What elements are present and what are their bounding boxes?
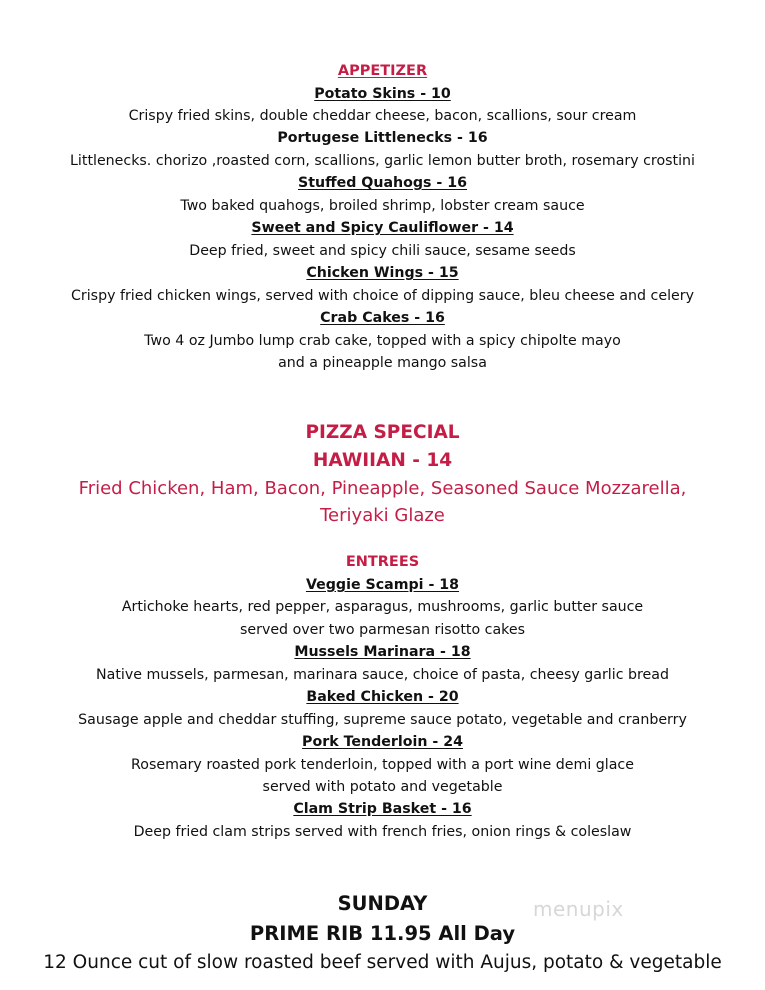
entree-item-name: Veggie Scampi - 18	[305, 577, 460, 593]
appetizer-item-desc: Crispy fried skins, double cheddar cheese, bacon, scallions, sour cream	[128, 108, 637, 124]
sunday-heading: SUNDAY	[337, 892, 428, 915]
entree-item-name: Mussels Marinara - 18	[294, 644, 471, 660]
appetizer-item-desc: Deep fried, sweet and spicy chili sauce, sesame seeds	[189, 243, 576, 259]
appetizer-item-name: Portugese Littlenecks - 16	[277, 130, 488, 146]
entree-item-name: Pork Tenderloin - 24	[302, 734, 463, 750]
entree-item-desc: Native mussels, parmesan, marinara sauce, choice of pasta, cheesy garlic bread	[96, 667, 669, 683]
menupix-watermark: menupix	[533, 897, 624, 921]
pizza-special-desc: Teriyaki Glaze	[320, 505, 445, 526]
appetizer-item-name: Sweet and Spicy Cauliflower - 14	[251, 220, 514, 236]
appetizer-item-name: Potato Skins - 10	[314, 86, 451, 102]
appetizer-item-desc: Two 4 oz Jumbo lump crab cake, topped with a spicy chipolte mayo	[144, 333, 621, 349]
entrees-heading: ENTREES	[345, 554, 420, 570]
pizza-special-name: HAWIIAN - 14	[312, 450, 453, 471]
appetizer-item-desc: Crispy fried chicken wings, served with choice of dipping sauce, bleu cheese and celery	[71, 288, 694, 304]
entree-item-desc: Rosemary roasted pork tenderloin, topped with a port wine demi glace	[131, 757, 634, 773]
appetizer-item-desc: Littlenecks. chorizo ,roasted corn, scallions, garlic lemon butter broth, rosemary crostini	[70, 153, 695, 169]
entree-item-desc: served with potato and vegetable	[262, 779, 503, 795]
pizza-special-desc: Fried Chicken, Ham, Bacon, Pineapple, Seasoned Sauce Mozzarella,	[78, 478, 687, 499]
entree-item-name: Clam Strip Basket - 16	[293, 801, 472, 817]
appetizer-item-desc: Two baked quahogs, broiled shrimp, lobster cream sauce	[180, 198, 585, 214]
entree-item-desc: served over two parmesan risotto cakes	[239, 622, 525, 638]
entree-item-name: Baked Chicken - 20	[306, 689, 459, 705]
entree-item-desc: Deep fried clam strips served with french fries, onion rings & coleslaw	[133, 824, 632, 840]
sunday-desc: 12 Ounce cut of slow roasted beef served with Aujus, potato & vegetable	[43, 952, 722, 973]
entree-item-desc: Artichoke hearts, red pepper, asparagus, mushrooms, garlic butter sauce	[121, 599, 644, 615]
pizza-special-heading: PIZZA SPECIAL	[305, 422, 460, 443]
appetizer-heading: APPETIZER	[337, 63, 428, 79]
sunday-special: PRIME RIB 11.95 All Day	[249, 922, 516, 945]
entree-item-desc: Sausage apple and cheddar stuffing, supreme sauce potato, vegetable and cranberry	[78, 712, 687, 728]
appetizer-item-name: Stuffed Quahogs - 16	[297, 175, 467, 191]
appetizer-item-name: Chicken Wings - 15	[306, 265, 459, 281]
appetizer-item-name: Crab Cakes - 16	[320, 310, 445, 326]
appetizer-item-desc: and a pineapple mango salsa	[278, 355, 487, 371]
